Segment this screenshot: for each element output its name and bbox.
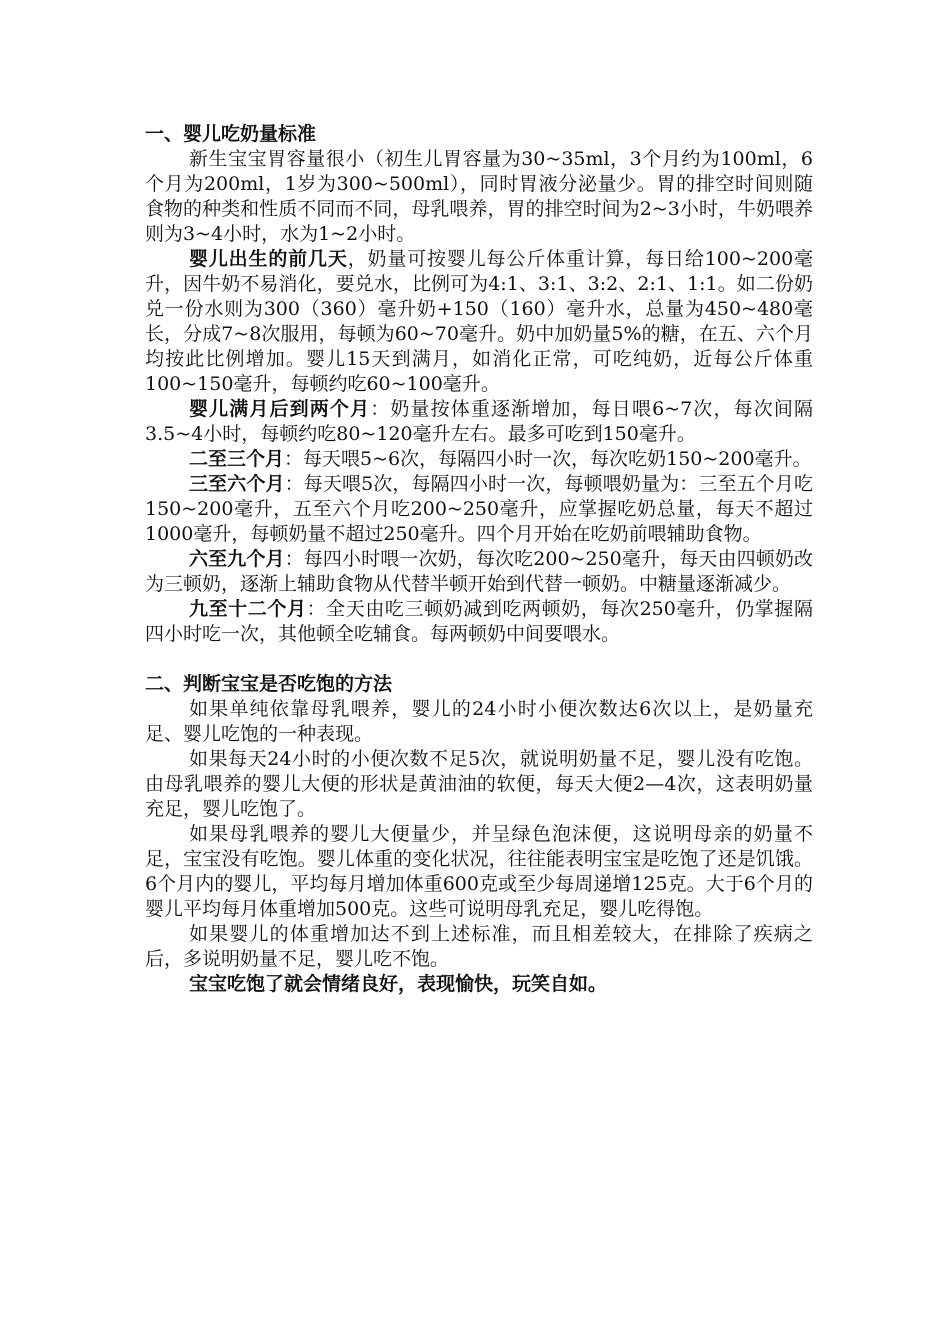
- section-2-heading: 二、判断宝宝是否吃饱的方法: [145, 673, 393, 695]
- section-2-paragraph-5: 宝宝吃饱了就会情绪良好，表现愉快，玩笑自如。: [189, 973, 608, 995]
- section-2-paragraph-2: 如果每天24小时的小便次数不足5次，就说明奶量不足，婴儿没有吃饱。由母乳喂养的婴儿大便的形状是黄油油的软便，每天大便2—4次，这表明奶量充足，婴儿吃饱了。: [145, 748, 813, 820]
- paragraph-text: ：每天喂5次，每隔四小时一次，每顿喂奶量为：三至五个月吃150~200毫升，五至六个月吃200~250毫升，应掌握吃奶总量，每天不超过1000毫升，每顿奶量不超过250毫升。四个月开始在吃奶前喂辅助食物。: [145, 473, 813, 545]
- section-2-paragraph-1: 如果单纯依靠母乳喂养，婴儿的24小时小便次数达6次以上，是奶量充足、婴儿吃饱的一种表现。: [145, 698, 813, 745]
- paragraph-lead: 三至六个月: [189, 473, 285, 495]
- section-1-paragraph-2: [145, 247, 813, 397]
- section-1-paragraph-5: [145, 472, 813, 547]
- section-1-heading: 一、婴儿吃奶量标准: [145, 123, 317, 145]
- document-page: [145, 122, 813, 997]
- section-2-paragraph-3: 如果母乳喂养的婴儿大便量少，并呈绿色泡沫便，这说明母亲的奶量不足，宝宝没有吃饱。婴儿体重的变化状况，往往能表明宝宝是吃饱了还是饥饿。6个月内的婴儿，平均每月增加体重600克或至少每周递增125克。大于6个月的婴儿平均每月体重增加500克。这些可说明母乳充足，婴儿吃得饱。: [145, 823, 813, 920]
- section-1-paragraph-1: 新生宝宝胃容量很小（初生儿胃容量为30~35ml，3个月约为100ml，6个月为200ml，1岁为300~500ml），同时胃液分泌量少。胃的排空时间则随食物的种类和性质不同而不同，母乳喂养，胃的排空时间为2~3小时，牛奶喂养则为3~4小时，水为1~2小时。: [145, 148, 813, 245]
- paragraph-text: ：奶量按体重逐渐增加，每日喂6~7次，每次间隔3.5~4小时，每顿约吃80~120毫升左右。最多可吃到150毫升。: [145, 398, 813, 445]
- paragraph-lead: 九至十二个月: [189, 598, 307, 620]
- section-1-paragraph-7: [145, 597, 813, 647]
- paragraph-text: ：全天由吃三顿奶减到吃两顿奶，每次250毫升，仍掌握隔四小时吃一次，其他顿全吃辅食。每两顿奶中间要喂水。: [145, 598, 813, 645]
- paragraph-lead: 婴儿满月后到两个月: [189, 398, 371, 420]
- section-1-paragraph-4: [145, 447, 813, 472]
- section-2-paragraph-4: 如果婴儿的体重增加达不到上述标准，而且相差较大，在排除了疾病之后，多说明奶量不足，婴儿吃不饱。: [145, 923, 813, 970]
- paragraph-text: ：每四小时喂一次奶，每次吃200~250毫升，每天由四顿奶改为三顿奶，逐渐上辅助食物从代替半顿开始到代替一顿奶。中糖量逐渐减少。: [145, 548, 813, 595]
- paragraph-lead: 二至三个月: [189, 448, 285, 470]
- section-1-paragraph-3: [145, 397, 813, 447]
- section-1-paragraph-6: [145, 547, 813, 597]
- paragraph-lead: 六至九个月: [189, 548, 285, 570]
- paragraph-lead: 婴儿出生的前几天: [189, 248, 348, 270]
- paragraph-text: ，奶量可按婴儿每公斤体重计算，每日给100~200毫升，因牛奶不易消化，要兑水，比例可为4:1、3:1、3:2、2:1、1:1。如二份奶兑一份水则为300（360）毫升奶+150（160）毫升水，总量为450~480毫长，分成7~8次服用，每顿为60~70毫升。奶中加奶量5%的糖，在五、六个月均按此比例增加。婴儿15天到满月，如消化正常，可吃纯奶，近每公斤体重100~150毫升，每顿约吃60~100毫升。: [145, 248, 813, 395]
- paragraph-text: ：每天喂5~6次，每隔四小时一次，每次吃奶150~200毫升。: [284, 448, 812, 470]
